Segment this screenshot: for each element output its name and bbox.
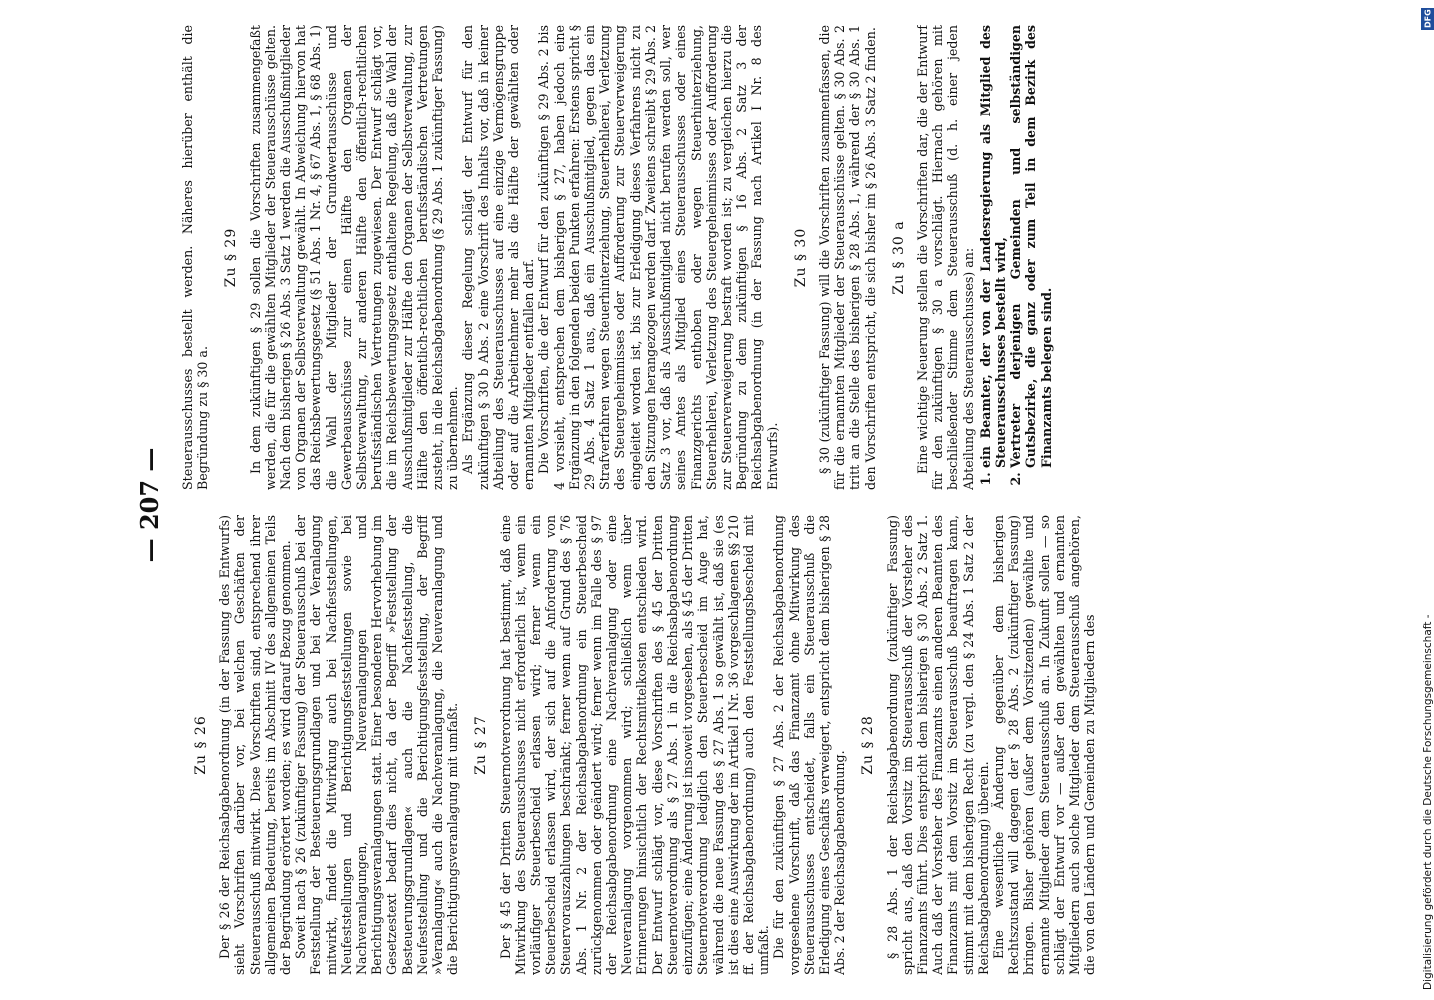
section-heading-29: Zu § 29 [223, 227, 240, 288]
paragraph: Steuerausschusses bestellt werden. Näheres hierüber enthält die Begründung zu § 30 a. [180, 25, 211, 490]
paragraph: Der § 45 der Dritten Steuernotverordnung hat bestimmt, daß eine Mitwirkung des Steuerausschusses nicht erforderlich ist, wenn ein vorläufiger Steuerbescheid erlassen wird; ferner wenn ein Steuerbescheid erlassen wird, der sich auf die Anforderung von Steuervorauszahlungen beschränkt; ferner wenn auf Grund des § 76 Abs. 1 Nr. 2 der Reichsabgabenordnung ein Steuerbescheid zurückgenommen oder geändert wird; ferner wenn im Falle des § 97 der Reichsabgabenordnung eine Nachveranlagung oder eine Neuveranlagung vorgenommen wird; schließlich wenn über Erinnerungen hinsichtlich der Rechtsmittelkosten entschieden wird. Der Entwurf schlägt vor, diese Vorschriften des § 45 der Dritten Steuernotverordnung als § 27 Abs. 1 in die Reichsabgabenordnung einzufügen; eine Änderung ist insoweit vorgesehen, als § 45 der Dritten Steuernotverordnung lediglich den Steuerbescheid im Auge hat, während die neue Fassung des § 27 Abs. 1 so gewählt ist, daß sie (es ist dies eine Auswirkung der im Artikel I Nr. 36 vorgeschlagenen §§ 210 ff. der Reichsabgabenordnung) auch den Feststellungsbescheid mit umfaßt. [497, 515, 772, 975]
digitization-credit: Digitalisierung gefördert durch die Deutsche Forschungsgemeinschaft - [1422, 614, 1434, 990]
paragraph: § 30 (zukünftiger Fassung) will die Vorschriften zusammenfassen, die für die ernannten Mitglieder der Steuerausschüsse gelten. § 30 Abs. 2 tritt an die Stelle des bisherigen § 28 Abs. 1, während der § 30 Abs. 1 den Vorschriften entspricht, die sich bisher im § 26 Abs. 3 Satz 2 finden. [816, 25, 878, 490]
paragraph: Soweit nach § 26 (zukünftiger Fassung) der Steuerausschuß bei der Feststellung der Besteuerungsgrundlagen und bei der Veranlagung mitwirkt, findet die Mitwirkung auch bei Nachfeststellungen, Neufeststellungen und Berichtigungsfeststellungen sowie bei Nachveranlagungen, Neuveranlagungen und Berichtigungsveranlagungen statt. Einer besonderen Hervorhebung im Gesetzestext bedarf dies nicht, da der Begriff »Feststellung der Besteuerungsgrundlagen« auch die Nachfeststellung, die Neufeststellung und die Berichtigungsfeststellung, der Begriff »Veranlagung« auch die Nachveranlagung, die Neuveranlagung und die Berichtigungsveranlagung mit umfaßt. [293, 515, 461, 975]
right-column [180, 25, 1310, 490]
rotated-document-page [130, 15, 1320, 995]
page-number: — 207 — [135, 447, 164, 563]
section-heading-30: Zu § 30 [792, 227, 809, 288]
paragraph: Die für den zukünftigen § 27 Abs. 2 der Reichsabgabenordnung vorgesehene Vorschrift, daß das Finanzamt ohne Mitwirkung des Steuerausschusses entscheidet, falls ein Steuerausschuß die Erledigung eines Geschäfts verweigert, entspricht dem bisherigen § 28 Abs. 2 der Reichsabgabenordnung. [771, 515, 848, 975]
section-heading-30a: Zu § 30 a [890, 220, 907, 295]
paragraph: Eine wichtige Neuerung stellen die Vorschriften dar, die der Entwurf für den zukünftigen § 30 a vorschlägt. Hiernach gehören mit beschließender Stimme dem Steuerausschuß (d. h. einer jeden Abteilung des Steuerausschusses) an: [914, 25, 976, 490]
paragraph: Eine wesentliche Änderung gegenüber dem bisherigen Rechtszustand will dagegen der § 28 Abs. 2 (zukünftiger Fassung) bringen. Bisher gehören (außer dem Vorsitzenden) gewählte und ernannte Mitglieder dem Steuerausschuß an. In Zukunft sollen — so schlägt der Entwurf vor — außer den gewählten und ernannten Mitgliedern auch solche Mitglieder dem Steuerausschuß angehören, die von den Ländern und Gemeinden zu Mitgliedern des [990, 515, 1098, 975]
left-column [180, 515, 1310, 975]
numbered-list [978, 25, 1054, 490]
paragraph: In dem zukünftigen § 29 sollen die Vorschriften zusammengefaßt werden, die für die gewählten Mitglieder der Steuerausschüsse gelten. Nach dem bisherigen § 26 Abs. 3 Satz 1 werden die Ausschußmitglieder von Organen der Selbstverwaltung gewählt. In Abweichung hiervon hat das Reichsbewertungsgesetz (§ 51 Abs. 1 Nr. 4, § 67 Abs. 1, § 68 Abs. 1) die Wahl der Mitglieder der Grundwertausschüsse und Gewerbeausschüsse zur einen Hälfte den Organen der Selbstverwaltung, zur anderen Hälfte den öffentlich-rechtlichen berufsständischen Vertretungen zugewiesen. Der Entwurf schlägt vor, die im Reichsbewertungsgesetz enthaltene Regelung, daß die Wahl der Ausschußmitglieder zur Hälfte den Organen der Selbstverwaltung, zur Hälfte den öffentlich-rechtlichen berufsständischen Vertretungen zusteht, in die Reichsabgabenordnung (§ 29 Abs. 1 zukünftiger Fassung) zu übernehmen. [247, 25, 461, 490]
dfg-logo: DFG [1421, 8, 1434, 30]
list-item: 2. Vertreter derjenigen Gemeinden und selbständigen Gutsbezirke, die ganz oder zum Teil in dem Bezirk des Finanzamts belegen sind. [1008, 25, 1054, 468]
section-heading-27: Zu § 27 [473, 715, 490, 775]
list-item: 1. ein Beamter, der von der Landesregierung als Mitglied des Steuerausschusses bestellt wird, [978, 25, 1008, 468]
paragraph: Der § 26 der Reichsabgabenordnung (in der Fassung des Entwurfs) sieht Vorschriften darüber vor, bei welchen Geschäften der Steuerausschuß mitwirkt. Diese Vorschriften sind, entsprechend ihrer allgemeinen Bedeutung, bereits im Abschnitt IV des allgemeinen Teils der Begründung erörtert worden; es wird darauf Bezug genommen. [217, 515, 294, 975]
section-heading-28: Zu § 28 [860, 715, 877, 775]
section-heading-26: Zu § 26 [193, 715, 209, 775]
paragraph: Die Vorschriften, die der Entwurf für den zukünftigen § 29 Abs. 2 bis 4 vorsieht, entsprechen dem bisherigen § 27, haben jedoch eine Ergänzung in den folgenden beiden Punkten erfahren: Erstens spricht § 29 Abs. 4 Satz 1 aus, daß ein Ausschußmitglied, gegen das ein Strafverfahren wegen Steuerhinterziehung, Steuerhehlerei, Verletzung des Steuergeheimnisses oder Aufforderung zur Steuerverweigerung eingeleitet worden ist, bis zur Erledigung dieses Verfahrens nicht zu den Sitzungen herangezogen werden darf. Zweitens schreibt § 29 Abs. 2 Satz 3 vor, daß als Ausschußmitglied nicht berufen werden soll, wer seines Amtes als Mitglied eines Steuerausschusses oder eines Finanzgerichts enthoben oder wegen Steuerhinterziehung, Steuerhehlerei, Verletzung des Steuergeheimnisses oder Aufforderung zur Steuerverweigerung bestraft worden ist; zu vergleichen hierzu die Begründung zu dem zukünftigen § 16 Abs. 2 Satz 3 der Reichsabgabenordnung (in der Fassung nach Artikel I Nr. 8 des Entwurfs). [536, 25, 780, 490]
paragraph: § 28 Abs. 1 der Reichsabgabenordnung (zukünftiger Fassung) spricht aus, daß den Vorsitz im Steuerausschuß der Vorsteher des Finanzamts führt. Dies entspricht dem bisherigen § 30 Abs. 2 Satz 1. Auch daß der Vorsteher des Finanzamts einen anderen Beamten des Finanzamts mit dem Vorsitz im Steuerausschuß beauftragen kann, stimmt mit dem bisherigen Recht (zu vergl. den § 24 Abs. 1 Satz 2 der Reichsabgabenordnung) überein. [884, 515, 991, 975]
paragraph: Als Ergänzung dieser Regelung schlägt der Entwurf für den zukünftigen § 30 b Abs. 2 eine Vorschrift des Inhalts vor, daß in keiner Abteilung des Steuerausschusses auf eine einzige Vermögensgruppe oder auf die Arbeitnehmer mehr als die Hälfte der gewählten oder ernannten Mitglieder entfallen darf. [460, 25, 537, 490]
